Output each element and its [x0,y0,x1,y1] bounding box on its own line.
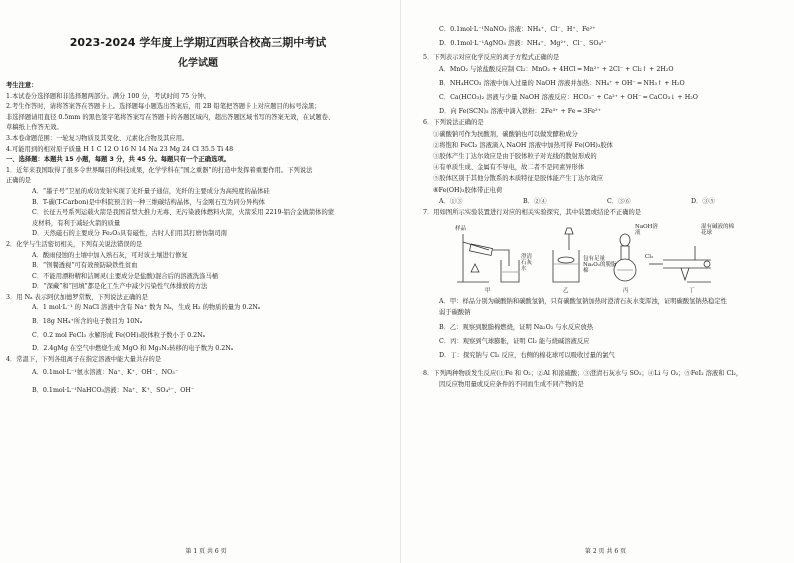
q1-option-b: B．T-碳(T-Carbon)是中科院预言的一种三维碳结构晶体，与金刚石互为同分异构体 [32,198,265,206]
q6-option-b: B．②④ [523,197,547,205]
q1-option-d: D．天然磁石的主要成分 Fe₂O₃具有磁性，古时人们用其打磨仿制司南 [32,230,228,238]
q6-item: ②将饱和 FeCl₃ 溶液滴入 NaOH 溶液中加热可得 Fe(OH)₃胶体 [433,141,613,149]
page-footer: 第 2 页 共 6 页 [584,548,627,555]
q5-option-b: B．NH₄HCO₃ 溶液中加入过量的 NaOH 溶液并加热：NH₄⁺ + OH⁻ ═ NH₃↑ + H₂O [439,79,685,87]
notice-heading: 考生注意： [6,82,38,89]
q6-item: ③胶体产生丁达尔效应是由于胶体粒子对光线的散射形成的 [433,153,597,161]
experiment-figure [449,220,749,294]
label-cl2: Cl₂ [645,254,654,261]
q5-option-a: A．MnO₂ 与浓盐酸反应制 Cl₂：MnO₂ + 4HCl ═ Mn²⁺ + 2Cl⁻ + Cl₂↑ + 2H₂O [439,65,674,73]
q6-option-c: C．③⑥ [607,197,631,205]
q6-item: ①碳酸钠可作为抗酸剂，碳酸钠也可以做发酵粉成分 [433,130,578,138]
q3-option-b: B．18g NH₄⁺所含的电子数目为 10Nₐ [32,318,143,326]
q3-option-d: D．2.4gMg 在空气中燃烧生成 MgO 和 Mg₃N₂转移的电子数为 0.2Nₐ [32,345,234,353]
q1-option-a: A．“墨子号”卫星的成功发射实现了光纤量子通信，光纤的主要成分为高纯度的晶体硅 [32,187,270,195]
notice-line: 草稿纸上作答无效。 [6,124,63,132]
label-naoh: NaOH溶液 [635,224,658,237]
q6-item: ⑥Fe(OH)₃胶体带正电荷 [433,186,503,194]
notice-line: 4.可能用到的相对原子质量 H 1 C 12 O 16 N 14 Na 23 Mg 24 Cl 35.5 Ti 48 [6,145,234,153]
q2-option-a: A．酸雨侵蚀的土壤中加入熟石灰，可对该土壤进行修复 [32,251,188,259]
notice-line: 非选择题请用直径 0.5mm 的黑色签字笔将答案写在答题卡的各题区域内，超出答题区域书写的答案无效，在试题卷、 [6,113,335,121]
q7-option-b: B．乙：观察到脱脂棉燃烧，证明 Na₂O₂ 与水反应放热 [439,323,594,331]
question-1: 1．近年来我国取得了很多令世界瞩目的科技成果，化学学科在“国之重器”的打造中发挥着重要作用。下列说法 [6,166,313,174]
q7-option-a: A．甲：样品分别为碳酸钠和碳酸氢钠，只有碳酸氢钠加热时澄清石灰水变浑浊，证明碳酸氢钠热稳定性 [439,298,727,306]
q5-option-c: C．Ca(HCO₃)₂ 溶液与少量 NaOH 溶液反应：HCO₃⁻ + Ca²⁺ + OH⁻ ═ CaCO₃↓ + H₂O [439,94,698,102]
q6-option-d: D．③⑤ [691,197,715,205]
q2-option-c: C．不能用漂粉精和洁厕灵(主要成分是盐酸)混合后的溶液洗涤马桶 [32,272,219,280]
q3-option-a: A．1 mol·L⁻¹ 的 NaCl 溶液中含有 Na⁺ 数为 Nₐ，生成 H₂ 的物质的量为 0.2Nₐ [32,304,261,312]
label-sample: 样品 [455,226,467,233]
notice-line: 1.本试卷分选择题和非选择题两部分。满分 100 分，考试时间 75 分钟。 [6,92,211,100]
q4-option-d: D．0.1mol·L⁻¹AgNO₃ 溶液：NH₄⁺、Mg²⁺、Cl⁻、SO₄²⁻ [439,40,607,48]
question-1-cont: 正确的是 [6,177,32,185]
q4-option-c: C．0.1mol·L⁻¹NaNO₃ 溶液：NH₄⁺、Cl⁻、H⁺、Fe²⁺ [439,26,596,33]
question-4: 4．常温下，下列各组离子在指定溶液中能大量共存的是 [6,355,162,363]
label-limewater: 澄清石灰水 [521,254,533,273]
label-wet-cotton: 湿有碱液的棉花球 [701,224,735,237]
question-5: 5．下列表示对应化学反应的离子方程式正确的是 [423,54,560,62]
question-8: 8．下列两种物质发生反应(①Fe 和 O₂；②Al 和浓硫酸；③澄清石灰水与 SO₂；④Li 与 O₂；⑤FeI₂ 溶液和 Cl₂， [423,370,743,378]
page-footer: 第 1 页 共 6 页 [185,548,227,555]
page-2 [400,0,794,563]
q4-option-a: A．0.1mol·L⁻¹氨水溶液：Na⁺、K⁺、OH⁻、NO₃⁻ [32,369,179,377]
label-yi: 乙 [563,288,569,295]
exam-subtitle: 化学试题 [178,58,218,69]
q7-option-d: D．丁：探究钠与 Cl₂ 反应，右侧的棉花球可以吸收过量的氯气 [439,352,615,360]
label-jia: 甲 [485,288,491,295]
question-6: 6．下列说法正确的是 [423,119,484,127]
q2-option-d: D．“深藏”和“回填”都是化工生产中减少污染性气体排放的方法 [32,283,208,291]
notice-line: 3.本卷命题范围：一轮复习物质及其变化、元素化合物及其应用。 [6,134,189,142]
q7-option-c: C．丙：观察到气球膨胀，证明 Cl₂ 能与烧碱溶液反应 [439,337,590,345]
exam-title: 2023-2024 学年度上学期辽西联合校高三期中考试 [69,36,327,49]
q3-option-c: C．0.2 mol FeCl₃ 水解形成 Fe(OH)₃胶体粒子数小于 0.2Nₐ [32,331,206,339]
q2-option-b: B．“钡餐透视”可有效预防缺铁性贫血 [32,262,138,270]
q7-option-a-cont: 弱于碳酸钠 [439,309,471,317]
label-na2o2-cotton: 包有足量Na₂O₂的脱脂棉 [583,256,617,275]
question-7: 7．用如图所示实验装置进行对应的相关实验探究，其中装置或结论不正确的是 [423,209,642,217]
q6-item: ⑤胶体区别于其他分散系的本质特征是胶体能产生丁达尔效应 [433,175,604,183]
question-3: 3．用 Nₐ 表示阿伏加德罗常数，下列说法正确的是 [6,293,148,301]
label-ding: 丁 [689,288,695,295]
q1-option-c-cont: 皮材料，有利于减轻火箭的质量 [32,219,121,227]
q6-options [409,196,786,207]
q6-option-a: A．①③ [439,197,463,205]
q1-option-c: C．长征五号系列运载火箭是我国首型大推力无毒、无污染液体燃料火箭，火箭采用 2219-铝合金做箭体的蒙 [32,209,335,217]
question-8-cont: 因反应物用量或反应条件的不同而生成不同产物的是 [439,381,584,389]
section-heading: 一、选择题：本题共 15 小题，每题 3 分，共 45 分。每题只有一个正确选项。 [6,156,230,164]
notice-line: 2.考生作答时，请将答案答在答题卡上。选择题每小题选出答案后，用 2B 铅笔把答题卡上对应题目的标号涂黑； [6,103,321,111]
q5-option-d: D．向 Fe(SCN)₃ 溶液中滴入铁粉：2Fe³⁺ + Fe ═ 3Fe²⁺ [439,108,601,116]
question-2: 2．化学与生活密切相关，下列有关说法错误的是 [6,240,143,248]
q4-option-b: B．0.1mol·L⁻¹NaHCO₃溶液：Na⁺、K⁺、SO₄²⁻、OH⁻ [32,387,195,395]
q6-item: ④有单质生成、金属有不导电，故二者不是同素异形体 [433,164,585,172]
label-bing: 丙 [623,288,629,295]
